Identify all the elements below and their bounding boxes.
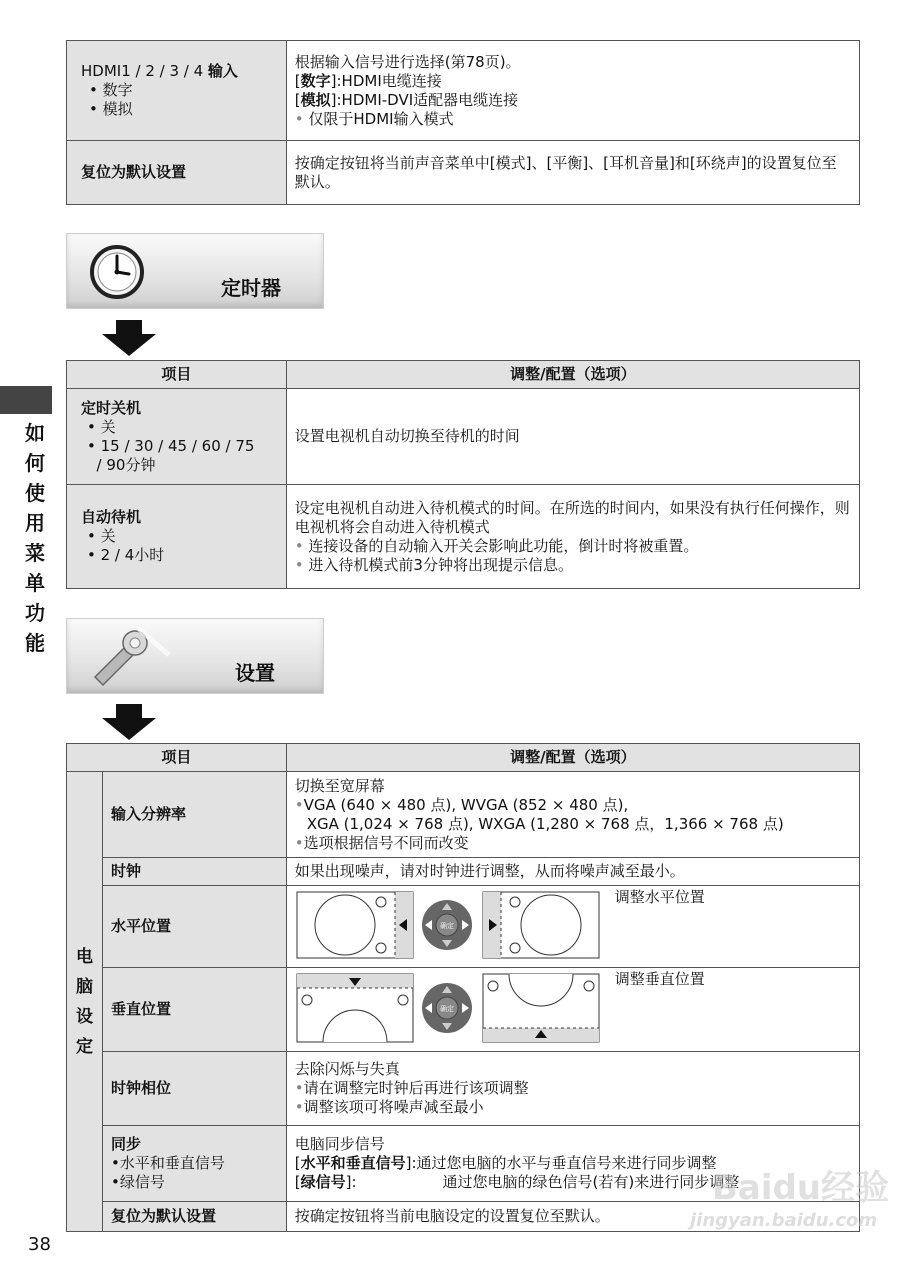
v-position-diagram	[295, 972, 615, 1046]
clock-desc: 如果出现噪声，请对时钟进行调整，从而将噪声减至最小。	[286, 858, 859, 886]
timer-banner	[66, 233, 324, 309]
clock-icon	[87, 242, 147, 300]
pc-reset-desc: 按确定按钮将当前电脑设定的设置复位至默认。	[286, 1202, 859, 1232]
sleep-timer-desc: 设置电视机自动切换至待机的时间	[286, 389, 859, 485]
pc-setup-category: 电脑设定	[67, 772, 103, 1232]
down-arrow-icon	[102, 704, 156, 740]
h-position-diagram	[295, 890, 615, 962]
baidu-watermark: Baidu经验	[712, 1168, 890, 1208]
baidu-watermark-url: jingyan.baidu.com	[690, 1210, 878, 1231]
auto-standby-item: 自动待机 • 关 • 2 / 4小时	[67, 485, 287, 589]
page-number: 38	[28, 1234, 51, 1255]
header-item: 项目	[67, 744, 287, 772]
hdmi-input-item: HDMI1 / 2 / 3 / 4 输入 • 数字 • 模拟	[67, 41, 287, 141]
pc-setup-table	[66, 743, 860, 1232]
wrench-icon	[85, 625, 175, 687]
audio-reset-item: 复位为默认设置	[67, 141, 287, 205]
dpad-center-label: 确定	[439, 922, 454, 930]
audio-table	[66, 40, 860, 205]
h-position-label: 调整水平位置	[614, 888, 705, 906]
clock-item: 时钟	[102, 858, 286, 886]
pc-reset-item: 复位为默认设置	[102, 1202, 286, 1232]
h-position-desc	[286, 886, 859, 968]
input-resolution-desc: 切换至宽屏幕 •VGA (640 × 480 点), WVGA (852 × 480 点), XGA (1,024 × 768 点), WXGA (1,280 × 768 点，1,366 × 768 点) •选项根据信号不同而改变	[286, 772, 859, 858]
auto-standby-desc: 设定电视机自动进入待机模式的时间。在所选的时间内，如果没有执行任何操作，则电视机将会自动进入待机模式 • 连接设备的自动输入开关会影响此功能，倒计时将被重置。 • 进入待机模式前3分钟将出现提示信息。	[286, 485, 859, 589]
v-position-desc	[286, 968, 859, 1052]
dpad-center-label: 确定	[439, 1005, 454, 1013]
sleep-timer-item: 定时关机 • 关 • 15 / 30 / 45 / 60 / 75 / 90分钟	[67, 389, 287, 485]
input-resolution-item: 输入分辨率	[102, 772, 286, 858]
down-arrow-icon	[102, 320, 156, 356]
sync-item: 同步 •水平和垂直信号 •绿信号	[102, 1126, 286, 1202]
header-adjust: 调整/配置（选项）	[286, 744, 859, 772]
setup-banner-title: 设置	[235, 661, 275, 685]
side-tab-marker	[0, 386, 52, 414]
header-item: 项目	[67, 361, 287, 389]
timer-banner-title: 定时器	[221, 276, 281, 300]
setup-banner	[66, 618, 324, 694]
audio-reset-desc: 按确定按钮将当前声音菜单中[模式]、[平衡]、[耳机音量]和[环绕声]的设置复位至默认。	[286, 141, 859, 205]
side-tab-text: 如何使用菜单功能	[25, 421, 45, 655]
v-position-label: 调整垂直位置	[614, 970, 705, 988]
clock-phase-item: 时钟相位	[102, 1052, 286, 1126]
v-position-item: 垂直位置	[102, 968, 286, 1052]
header-adjust: 调整/配置（选项）	[286, 361, 859, 389]
h-position-item: 水平位置	[102, 886, 286, 968]
timer-table	[66, 360, 860, 589]
clock-phase-desc: 去除闪烁与失真 •请在调整完时钟后再进行该项调整 •调整该项可将噪声减至最小	[286, 1052, 859, 1126]
sync-desc: 电脑同步信号 [水平和垂直信号]:通过您电脑的水平与垂直信号来进行同步调整 [绿信号]: 通过您电脑的绿色信号(若有)来进行同步调整	[286, 1126, 859, 1202]
hdmi-input-desc: 根据输入信号进行选择(第78页)。 [数字]:HDMI电缆连接 [模拟]:HDMI-DVI适配器电缆连接 • 仅限于HDMI输入模式	[286, 41, 859, 141]
